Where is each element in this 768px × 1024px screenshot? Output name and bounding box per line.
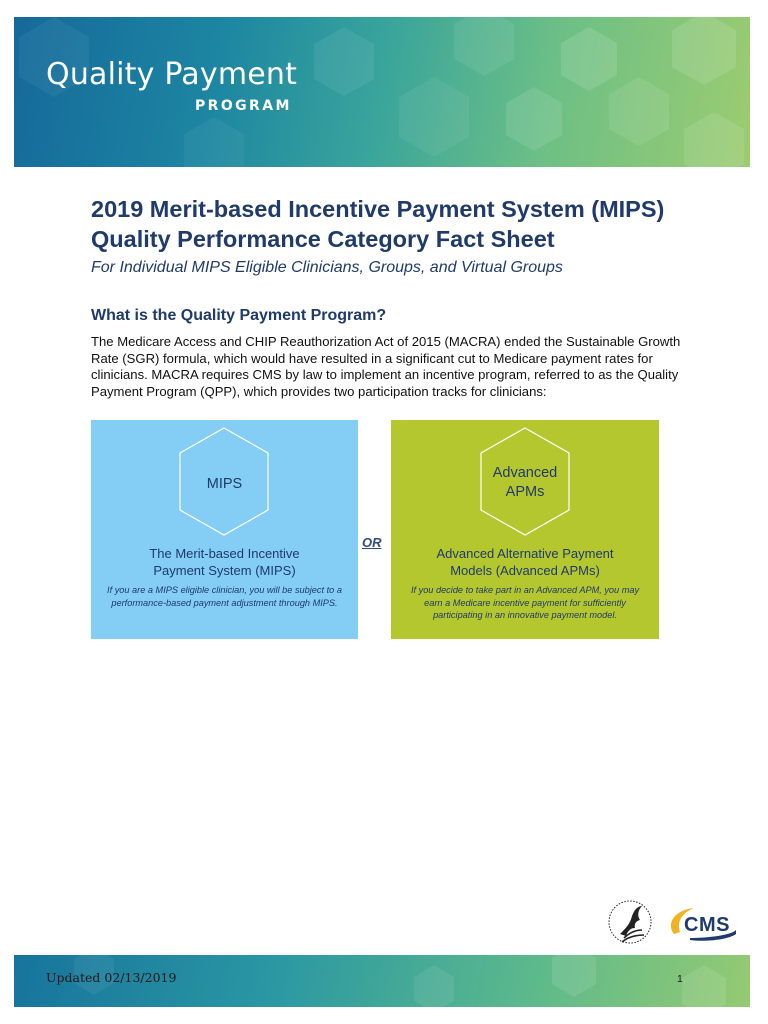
mips-heading-line1: The Merit-based Incentive	[149, 546, 300, 561]
section-body: The Medicare Access and CHIP Reauthorization Act of 2015 (MACRA) ended the Sustainable Growth Rate (SGR) formula, which would have resulted in a significant cut to Medicare payment rates for clinicians. MACRA requires CMS by law to implement an incentive program, referred to as the Quality Payment Program (QPP), which provides two participation tracks for clinicians:	[91, 334, 681, 399]
header-banner	[14, 17, 750, 167]
apm-hex-label	[391, 464, 659, 502]
program-logo-subtitle: PROGRAM	[195, 98, 292, 114]
apm-track-box	[391, 420, 659, 639]
apm-hex-label-line2: APMs	[505, 484, 545, 500]
agency-logos	[604, 894, 740, 954]
updated-date: Updated 02/13/2019	[46, 970, 177, 985]
cms-logo-text: CMS	[684, 914, 730, 936]
mips-track-box	[91, 420, 358, 639]
apm-description: If you decide to take part in an Advanced APM, you may earn a Medicare incentive payment for sufficiently participating in an innovative payment model.	[410, 585, 640, 620]
page-number: 1	[677, 973, 683, 985]
apm-heading	[391, 545, 659, 579]
apm-hex-label-line1: Advanced	[492, 465, 558, 481]
section-heading: What is the Quality Payment Program?	[91, 307, 387, 324]
mips-heading	[91, 545, 358, 579]
hexagon-pattern-icon	[14, 17, 750, 167]
apm-heading-line2: Models (Advanced APMs)	[450, 563, 600, 578]
page-subtitle: For Individual MIPS Eligible Clinicians, Groups, and Virtual Groups	[91, 259, 563, 276]
mips-heading-line2: Payment System (MIPS)	[153, 563, 296, 578]
apm-heading-line1: Advanced Alternative Payment	[436, 546, 614, 561]
page-title: 2019 Merit-based Incentive Payment System (MIPS) Quality Performance Category Fact Sheet	[91, 196, 665, 252]
or-label: OR	[362, 535, 382, 550]
mips-description: If you are a MIPS eligible clinician, you will be subject to a performance-based payment adjustment through MIPS.	[107, 585, 342, 608]
program-logo-title: Quality Payment	[46, 57, 298, 92]
mips-hex-label: MIPS	[206, 476, 243, 492]
footer-banner	[14, 955, 750, 1007]
